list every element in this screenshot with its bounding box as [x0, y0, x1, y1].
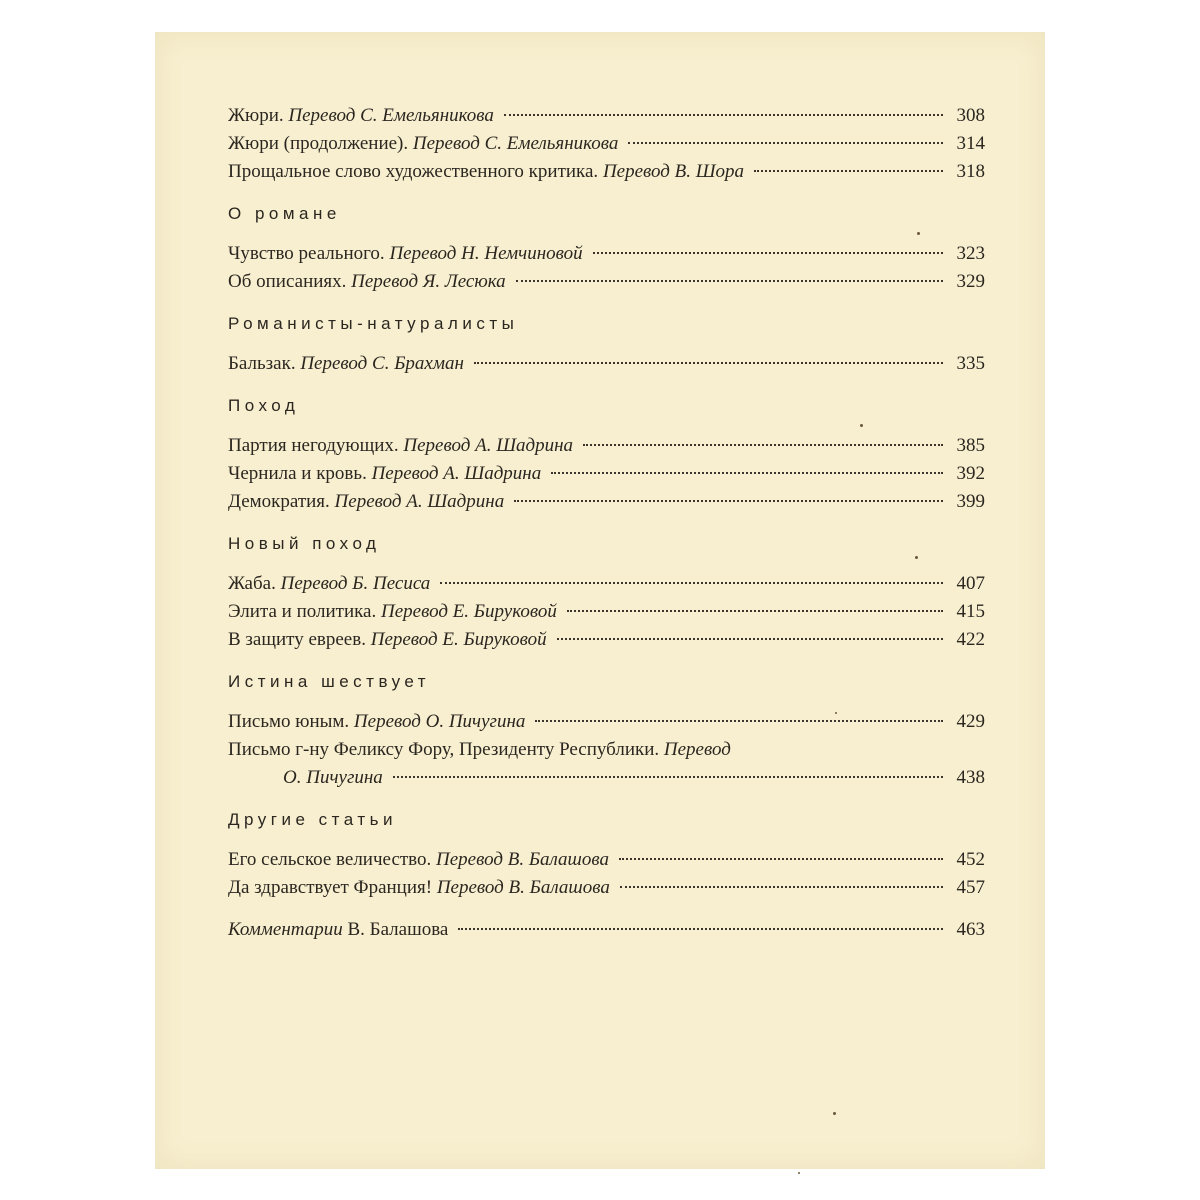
dot-leader: [535, 720, 943, 722]
entry-title: [228, 570, 430, 598]
page-number: 407: [956, 573, 985, 594]
entry-title: [228, 626, 547, 654]
entry-continuation: [228, 764, 985, 792]
table-of-contents: [228, 102, 985, 944]
page-number: 457: [956, 877, 985, 898]
entry-translator: Перевод Б. Песиса: [280, 573, 431, 594]
paper-speck: [917, 232, 920, 235]
entry-translator: Перевод О. Пичугина: [353, 711, 526, 732]
entry-translator: Перевод С. Емельяникова: [412, 133, 619, 154]
entry-name: Бальзак.: [228, 353, 301, 374]
dot-leader: [516, 280, 943, 282]
entry-title: [228, 350, 464, 378]
toc-entry[interactable]: [228, 846, 985, 874]
entry-translator: Перевод Я. Лесюка: [351, 271, 506, 292]
entry-translator: Перевод Е. Бируковой: [370, 629, 547, 650]
entry-name: Элита и политика.: [228, 601, 381, 622]
page-number: 415: [956, 601, 985, 622]
dot-leader: [393, 776, 943, 778]
entry-name: Да здравствует Франция!: [228, 877, 437, 898]
page-number: 335: [956, 353, 985, 374]
section-heading: Романисты-натуралисты: [228, 314, 519, 333]
entry-translator: О. Пичугина: [283, 767, 383, 788]
entry-title: [228, 130, 618, 158]
dot-leader: [593, 252, 943, 254]
dot-leader: [440, 582, 943, 584]
entry-name: Его сельское величество.: [228, 849, 437, 870]
entry-translator: Перевод С. Емельяникова: [288, 105, 494, 126]
toc-entry[interactable]: [228, 570, 985, 598]
entry-title: [228, 102, 494, 130]
dot-leader: [458, 928, 943, 930]
toc-entry[interactable]: [228, 130, 985, 158]
toc-entry[interactable]: [228, 158, 985, 186]
dot-leader: [551, 472, 943, 474]
entry-name: Жюри (продолжение).: [228, 133, 413, 154]
entry-title: [228, 874, 610, 902]
page-number: 452: [956, 849, 985, 870]
entry-title: [228, 598, 557, 626]
entry-title: [228, 708, 525, 736]
entry-title: [228, 432, 573, 460]
paper-speck: [833, 1112, 836, 1115]
entry-title: [228, 916, 448, 944]
paper-speck: [915, 556, 918, 559]
entry-title: [228, 846, 609, 874]
toc-entry[interactable]: [228, 240, 985, 268]
page-number: 463: [956, 919, 985, 940]
toc-entry[interactable]: [228, 268, 985, 296]
toc-entry[interactable]: [228, 350, 985, 378]
entry-translator: Перевод А. Шадрина: [403, 435, 574, 456]
section-heading: О романе: [228, 204, 341, 223]
entry-name: Демократия.: [228, 491, 335, 512]
page-number: 399: [956, 491, 985, 512]
dot-leader: [557, 638, 943, 640]
section-heading: Другие статьи: [228, 810, 397, 829]
entry-translator: Перевод А. Шадрина: [334, 491, 505, 512]
entry-translator: Перевод Е. Бируковой: [381, 601, 557, 622]
page-number: 429: [956, 711, 985, 732]
toc-entry[interactable]: [228, 708, 985, 736]
section-heading: Поход: [228, 396, 300, 415]
toc-entry[interactable]: [228, 626, 985, 654]
entry-title: [228, 240, 583, 268]
dot-leader: [620, 886, 943, 888]
entry-name: Прощальное слово художественного критика.: [228, 161, 603, 182]
paper-speck: [835, 712, 837, 714]
toc-entry[interactable]: [228, 874, 985, 902]
page-number: 308: [956, 105, 985, 126]
entry-title-italic: Комментарии: [228, 919, 343, 940]
toc-entry[interactable]: [228, 736, 985, 792]
entry-translator: Перевод: [663, 739, 731, 760]
toc-entry[interactable]: [228, 460, 985, 488]
entry-name: Об описаниях.: [228, 271, 352, 292]
toc-entry[interactable]: [228, 488, 985, 516]
entry-translator: Перевод А. Шадрина: [371, 463, 542, 484]
entry-title: [228, 158, 744, 186]
entry-name: Письмо юным.: [228, 711, 354, 732]
page-number: 392: [956, 463, 985, 484]
entry-translator: Перевод В. Балашова: [436, 877, 610, 898]
entry-title: [228, 488, 504, 516]
dot-leader: [583, 444, 943, 446]
entry-title: [228, 268, 506, 296]
page-number: 385: [956, 435, 985, 456]
entry-translator: Перевод В. Балашова: [436, 849, 610, 870]
entry-name: Жаба.: [228, 573, 281, 594]
entry-name: Жюри.: [228, 105, 289, 126]
entry-title-line: [228, 736, 985, 764]
page-number: 318: [956, 161, 985, 182]
page-number: 329: [956, 271, 985, 292]
dot-leader: [628, 142, 943, 144]
entry-title-cont: [283, 764, 383, 792]
paper-speck: [860, 424, 863, 427]
entry-title: [228, 460, 541, 488]
page-number: 314: [956, 133, 985, 154]
dot-leader: [754, 170, 943, 172]
page-number: 438: [956, 767, 985, 788]
entry-name: В защиту евреев.: [228, 629, 371, 650]
entry-translator: Перевод С. Брахман: [300, 353, 464, 374]
entry-name: Чувство реального.: [228, 243, 390, 264]
entry-name: Чернила и кровь.: [228, 463, 372, 484]
toc-entry[interactable]: [228, 432, 985, 460]
dot-leader: [567, 610, 943, 612]
dot-leader: [474, 362, 943, 364]
entry-translator: Перевод В. Шора: [602, 161, 745, 182]
paper-speck: [798, 1172, 800, 1174]
page-number: 422: [956, 629, 985, 650]
toc-entry[interactable]: [228, 598, 985, 626]
dot-leader: [504, 114, 943, 116]
dot-leader: [514, 500, 943, 502]
entry-name: Партия негодующих.: [228, 435, 404, 456]
toc-entry[interactable]: [228, 102, 985, 130]
book-page: [155, 32, 1045, 1169]
page-number: 323: [956, 243, 985, 264]
entry-author: В. Балашова: [342, 919, 449, 940]
entry-title: Письмо г-ну Феликсу Фору, Президенту Республики.: [228, 739, 664, 760]
dot-leader: [619, 858, 943, 860]
entry-translator: Перевод Н. Немчиновой: [389, 243, 583, 264]
section-heading: Новый поход: [228, 534, 381, 553]
section-heading: Истина шествует: [228, 672, 431, 691]
toc-entry[interactable]: [228, 916, 985, 944]
